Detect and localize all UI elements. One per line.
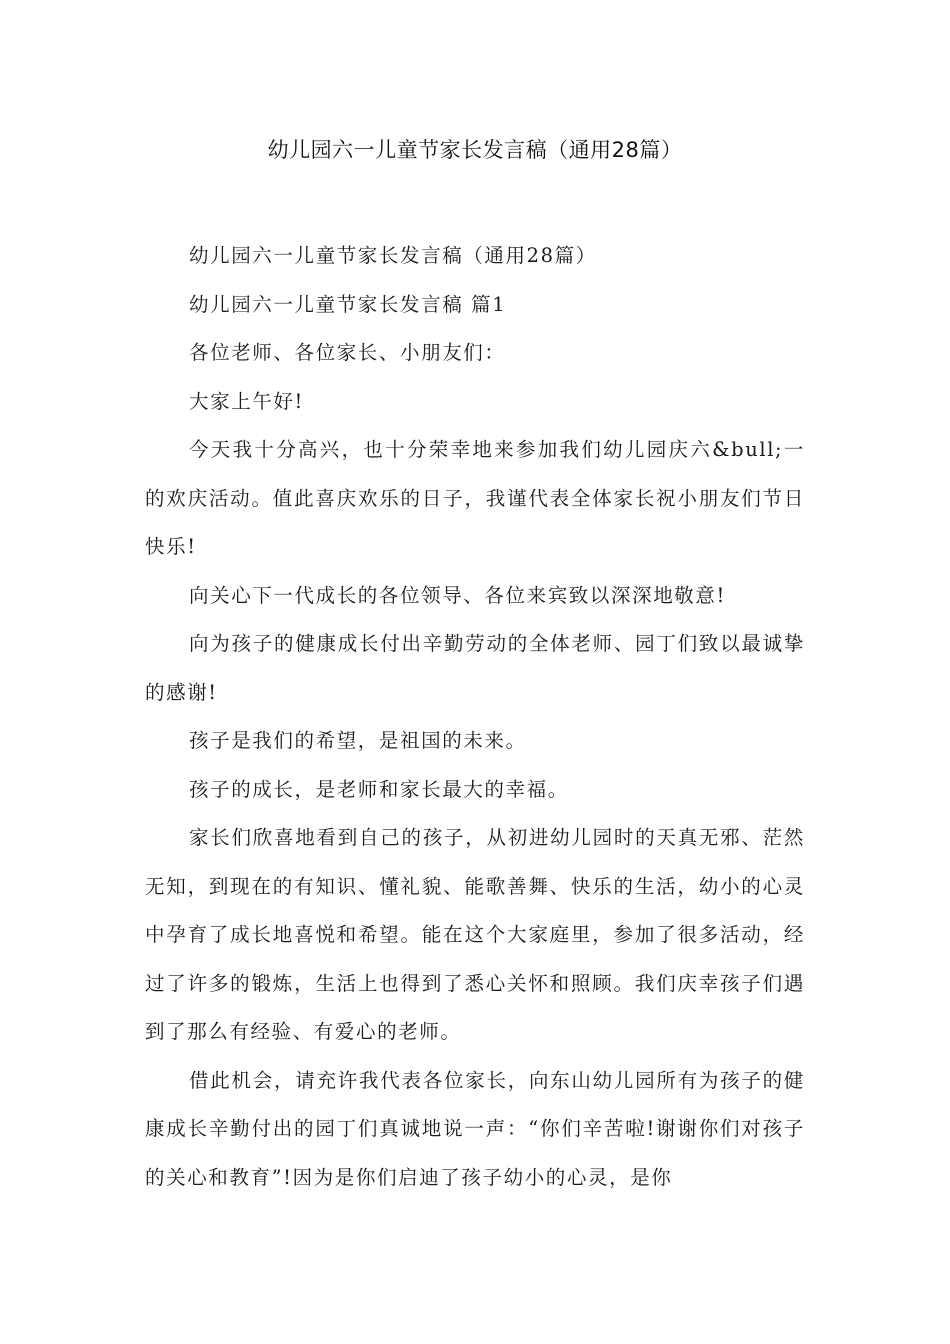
paragraph: 大家上午好! <box>189 389 304 413</box>
paragraph: 孩子是我们的希望，是祖国的未来。 <box>189 729 527 752</box>
paragraph: 幼儿园六一儿童节家长发言稿（通用28篇） <box>189 244 597 267</box>
paragraph: 向关心下一代成长的各位领导、各位来宾致以深深地敬意! <box>189 583 726 607</box>
paragraph: 孩子的成长，是老师和家长最大的幸福。 <box>189 777 569 801</box>
paragraph: 家长们欣喜地看到自己的孩子，从初进幼儿园时的天真无邪、茫然无知，到现在的有知识、懂礼貌、能歌善舞、快乐的生活，幼小的心灵中孕育了成长地喜悦和希望。能在这个大家庭里，参加了很多活动，经过了许多的锻炼，生活上也得到了悉心关怀和照顾。我们庆幸孩子们遇到了那么有经验、有爱心的老师。 <box>145 826 805 1043</box>
document-body <box>145 232 805 1202</box>
paragraph: 向为孩子的健康成长付出辛勤劳动的全体老师、园丁们致以最诚挚的感谢! <box>145 632 805 704</box>
document-title: 幼儿园六一儿童节家长发言稿（通用28篇） <box>267 138 683 162</box>
paragraph: 幼儿园六一儿童节家长发言稿 篇1 <box>189 292 507 316</box>
paragraph: 今天我十分高兴，也十分荣幸地来参加我们幼儿园庆六&bull;一的欢庆活动。值此喜庆欢乐的日子，我谨代表全体家长祝小朋友们节日快乐! <box>145 438 805 558</box>
paragraph: 借此机会，请充许我代表各位家长，向东山幼儿园所有为孩子的健康成长辛勤付出的园丁们真诚地说一声：“你们辛苦啦!谢谢你们对孩子的关心和教育”!因为是你们启迪了孩子幼小的心灵，是你 <box>145 1068 805 1189</box>
paragraph: 各位老师、各位家长、小朋友们： <box>189 341 506 364</box>
